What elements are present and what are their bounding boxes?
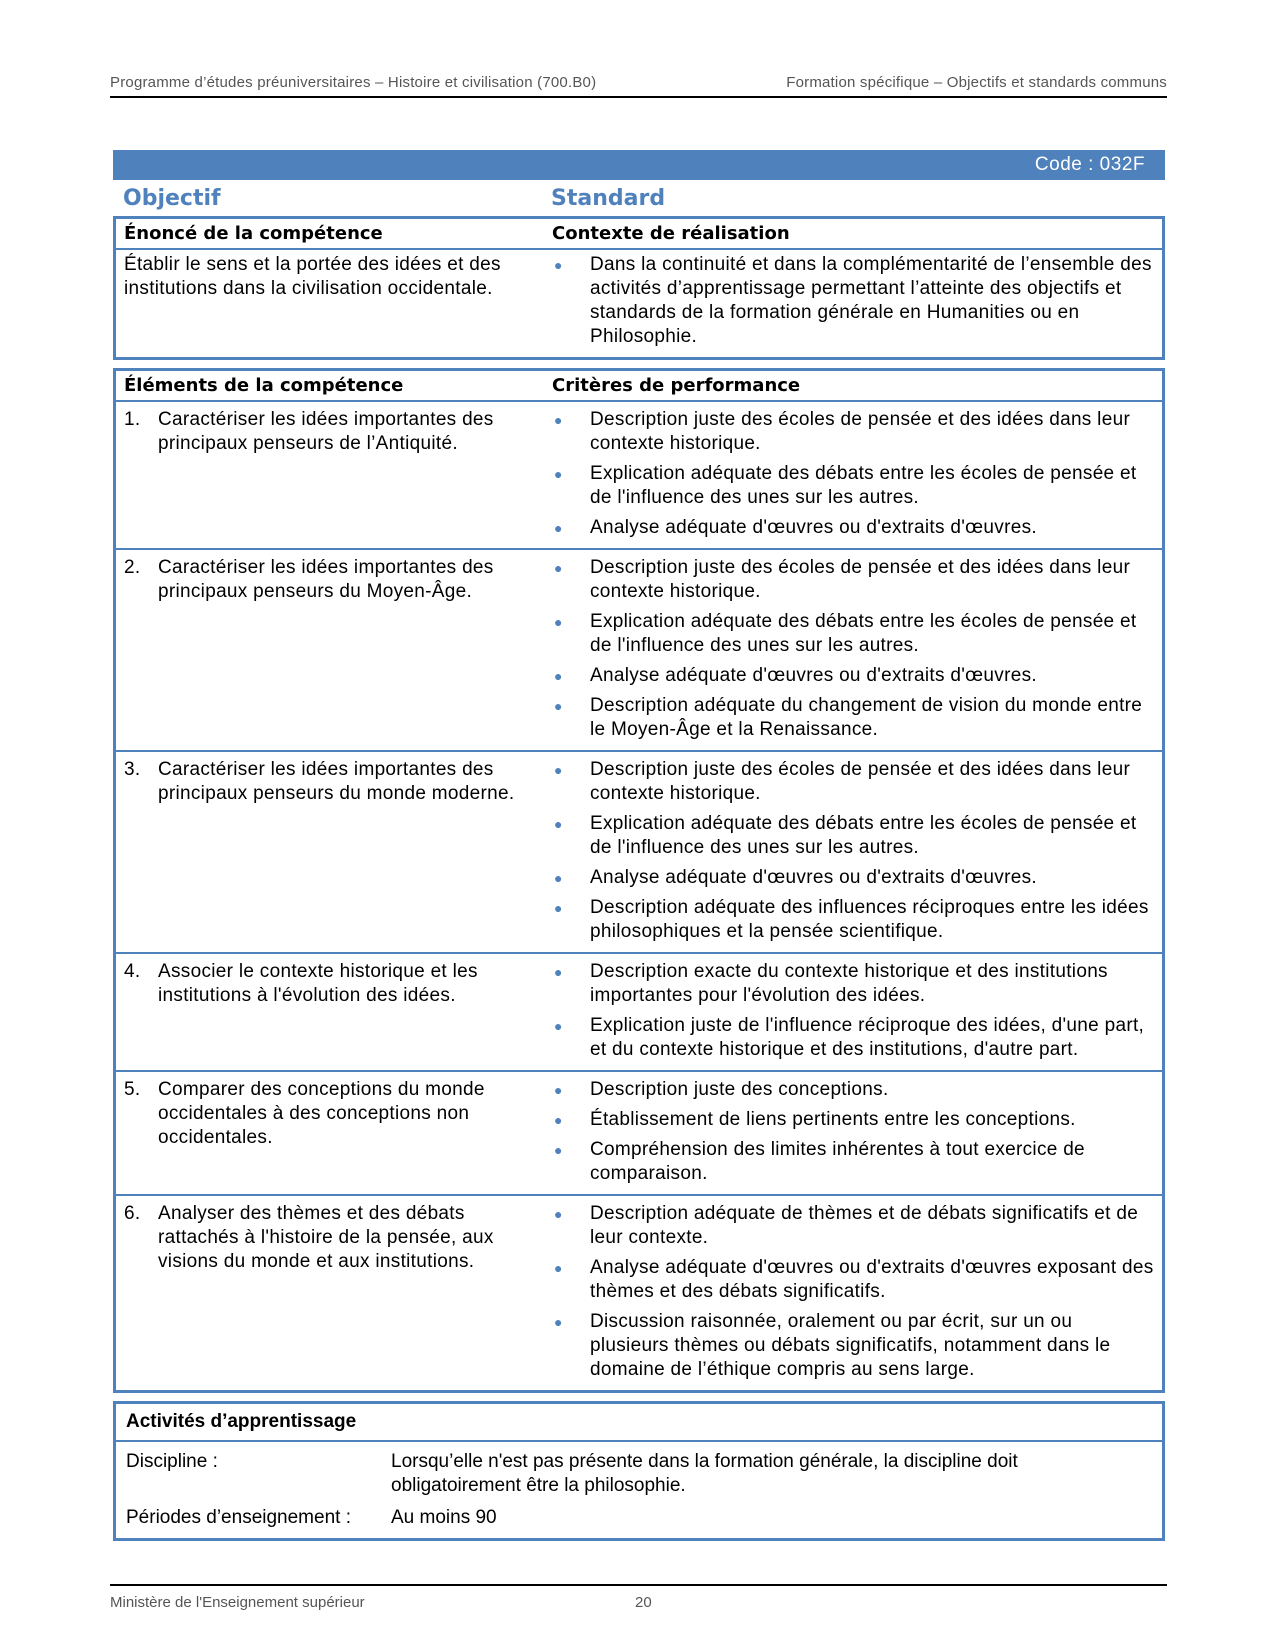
- header-right: Formation spécifique – Objectifs et standards communs: [786, 74, 1167, 91]
- code-bar: [113, 150, 1165, 180]
- criterion-text: Explication adéquate des débats entre les écoles de pensée et de l'influence des unes sur les autres.: [590, 813, 1137, 858]
- criterion-item: [552, 1138, 1154, 1186]
- element-row: [115, 953, 1164, 1071]
- element: [124, 556, 536, 604]
- bullet-icon: ●: [554, 668, 563, 684]
- criterion-text: Dans la continuité et dans la complémentarité de l’ensemble des activités d’apprentissage permettant l’atteinte des objectifs et standards de la formation générale en Humanities ou en Philosophie.: [590, 254, 1152, 347]
- contexte-list: [552, 253, 1154, 349]
- element-text: Caractériser les idées importantes des principaux penseurs de l’Antiquité.: [158, 409, 494, 454]
- page-number: 20: [635, 1594, 652, 1611]
- criterion-item: [552, 812, 1154, 860]
- criterion-text: Explication adéquate des débats entre les écoles de pensée et de l'influence des unes sur les autres.: [590, 463, 1137, 508]
- footer-left: Ministère de l'Enseignement supérieur: [110, 1594, 365, 1611]
- bullet-icon: ●: [554, 1142, 563, 1158]
- criterion-text: Description exacte du contexte historique et des institutions importantes pour l'évolution des idées.: [590, 961, 1108, 1006]
- bullet-icon: ●: [554, 412, 563, 428]
- criterion-item: [552, 253, 1154, 349]
- bullet-icon: ●: [554, 614, 563, 630]
- criterion-text: Explication juste de l'influence réciproque des idées, d'une part, et du contexte historique et des institutions, d'autre part.: [590, 1015, 1145, 1060]
- element-number: 2.: [124, 557, 141, 578]
- criterion-text: Description adéquate du changement de vision du monde entre le Moyen-Âge et la Renaissance.: [590, 695, 1143, 740]
- element-row: [115, 751, 1164, 953]
- enonce-text: Établir le sens et la portée des idées et des institutions dans la civilisation occidentale.: [124, 254, 501, 299]
- criterion-text: Description adéquate des influences réciproques entre les idées philosophiques et la pensée scientifique.: [590, 897, 1149, 942]
- element-text: Associer le contexte historique et les institutions à l'évolution des idées.: [158, 961, 478, 1006]
- element-number: 1.: [124, 409, 141, 430]
- criteria-list: [552, 1078, 1154, 1186]
- criteria-list: [552, 408, 1154, 540]
- section-titles: [113, 180, 1165, 216]
- bullet-icon: ●: [554, 816, 563, 832]
- elements-header: Éléments de la compétence: [115, 370, 545, 402]
- criteria-list: [552, 960, 1154, 1062]
- criterion-text: Discussion raisonnée, oralement ou par écrit, sur un ou plusieurs thèmes ou débats significatifs, notamment dans le domaine de l’éthique compris au sens large.: [590, 1311, 1111, 1380]
- objectif-title: Objectif: [123, 185, 221, 211]
- element-row: [115, 401, 1164, 549]
- bullet-icon: ●: [554, 1082, 563, 1098]
- criterion-text: Description juste des écoles de pensée et des idées dans leur contexte historique.: [590, 759, 1131, 804]
- element-row: [115, 549, 1164, 751]
- bullet-icon: ●: [554, 520, 563, 536]
- criterion-item: [552, 1078, 1154, 1102]
- criterion-text: Analyse adéquate d'œuvres ou d'extraits d'œuvres.: [590, 665, 1037, 686]
- bullet-icon: ●: [554, 1018, 563, 1034]
- elements-table: [113, 368, 1165, 1393]
- criterion-item: [552, 758, 1154, 806]
- criterion-item: [552, 896, 1154, 944]
- criteres-header: Critères de performance: [544, 370, 1164, 402]
- element: [124, 1078, 536, 1150]
- criterion-item: [552, 866, 1154, 890]
- element-text: Caractériser les idées importantes des principaux penseurs du monde moderne.: [158, 759, 515, 804]
- bullet-icon: ●: [554, 257, 563, 273]
- discipline-label: Discipline :: [126, 1451, 218, 1472]
- criterion-text: Compréhension des limites inhérentes à tout exercice de comparaison.: [590, 1139, 1085, 1184]
- criterion-item: [552, 664, 1154, 688]
- element: [124, 960, 536, 1008]
- criterion-item: [552, 462, 1154, 510]
- criterion-item: [552, 610, 1154, 658]
- element-text: Analyser des thèmes et des débats rattachés à l'histoire de la pensée, aux visions du monde et aux institutions.: [158, 1203, 494, 1272]
- bullet-icon: ●: [554, 1260, 563, 1276]
- periodes-label: Périodes d’enseignement :: [126, 1507, 351, 1528]
- code-label: Code : 032F: [1034, 154, 1145, 175]
- criterion-item: [552, 960, 1154, 1008]
- element-text: Comparer des conceptions du monde occidentales à des conceptions non occidentales.: [158, 1079, 485, 1148]
- page-header: [110, 74, 1167, 98]
- criterion-text: Analyse adéquate d'œuvres ou d'extraits d'œuvres.: [590, 867, 1037, 888]
- criteria-list: [552, 1202, 1154, 1382]
- periodes-value: Au moins 90: [391, 1507, 497, 1528]
- bullet-icon: ●: [554, 900, 563, 916]
- criterion-item: [552, 516, 1154, 540]
- criterion-text: Explication adéquate des débats entre les écoles de pensée et de l'influence des unes sur les autres.: [590, 611, 1137, 656]
- criterion-text: Description adéquate de thèmes et de débats significatifs et de leur contexte.: [590, 1203, 1139, 1248]
- bullet-icon: ●: [554, 762, 563, 778]
- element-text: Caractériser les idées importantes des principaux penseurs du Moyen-Âge.: [158, 557, 494, 602]
- criterion-item: [552, 1310, 1154, 1382]
- element-number: 5.: [124, 1079, 141, 1100]
- bullet-icon: ●: [554, 698, 563, 714]
- bullet-icon: ●: [554, 1206, 563, 1222]
- bullet-icon: ●: [554, 1112, 563, 1128]
- criterion-text: Analyse adéquate d'œuvres ou d'extraits d'œuvres exposant des thèmes et des débats significatifs.: [590, 1257, 1154, 1302]
- criterion-item: [552, 1108, 1154, 1132]
- element-number: 3.: [124, 759, 141, 780]
- criterion-text: Analyse adéquate d'œuvres ou d'extraits d'œuvres.: [590, 517, 1037, 538]
- element-number: 4.: [124, 961, 141, 982]
- element: [124, 758, 536, 806]
- bullet-icon: ●: [554, 870, 563, 886]
- competency-sheet: [113, 150, 1165, 1541]
- header-left: Programme d’études préuniversitaires – Histoire et civilisation (700.B0): [110, 74, 597, 91]
- criteria-list: [552, 556, 1154, 742]
- standard-title: Standard: [551, 185, 666, 211]
- criterion-text: Description juste des écoles de pensée et des idées dans leur contexte historique.: [590, 557, 1131, 602]
- element: [124, 1202, 536, 1274]
- activites-table: [113, 1401, 1165, 1541]
- criterion-item: [552, 694, 1154, 742]
- criteria-list: [552, 758, 1154, 944]
- criterion-text: Description juste des conceptions.: [590, 1079, 889, 1100]
- element-row: [115, 1195, 1164, 1392]
- discipline-value: Lorsqu’elle n'est pas présente dans la formation générale, la discipline doit obligatoirement être la philosophie.: [391, 1451, 1018, 1496]
- element-number: 6.: [124, 1203, 141, 1224]
- criterion-item: [552, 1256, 1154, 1304]
- enonce-header: Énoncé de la compétence: [115, 218, 545, 250]
- competence-table: [113, 216, 1165, 360]
- element: [124, 408, 536, 456]
- criterion-item: [552, 408, 1154, 456]
- criterion-item: [552, 1014, 1154, 1062]
- activites-header: Activités d’apprentissage: [115, 1403, 1164, 1442]
- element-row: [115, 1071, 1164, 1195]
- criterion-text: Établissement de liens pertinents entre les conceptions.: [590, 1109, 1076, 1130]
- page-footer: [110, 1584, 1167, 1611]
- bullet-icon: ●: [554, 466, 563, 482]
- criterion-item: [552, 556, 1154, 604]
- criterion-text: Description juste des écoles de pensée et des idées dans leur contexte historique.: [590, 409, 1131, 454]
- contexte-header: Contexte de réalisation: [544, 218, 1164, 250]
- bullet-icon: ●: [554, 964, 563, 980]
- criterion-item: [552, 1202, 1154, 1250]
- bullet-icon: ●: [554, 1314, 563, 1330]
- bullet-icon: ●: [554, 560, 563, 576]
